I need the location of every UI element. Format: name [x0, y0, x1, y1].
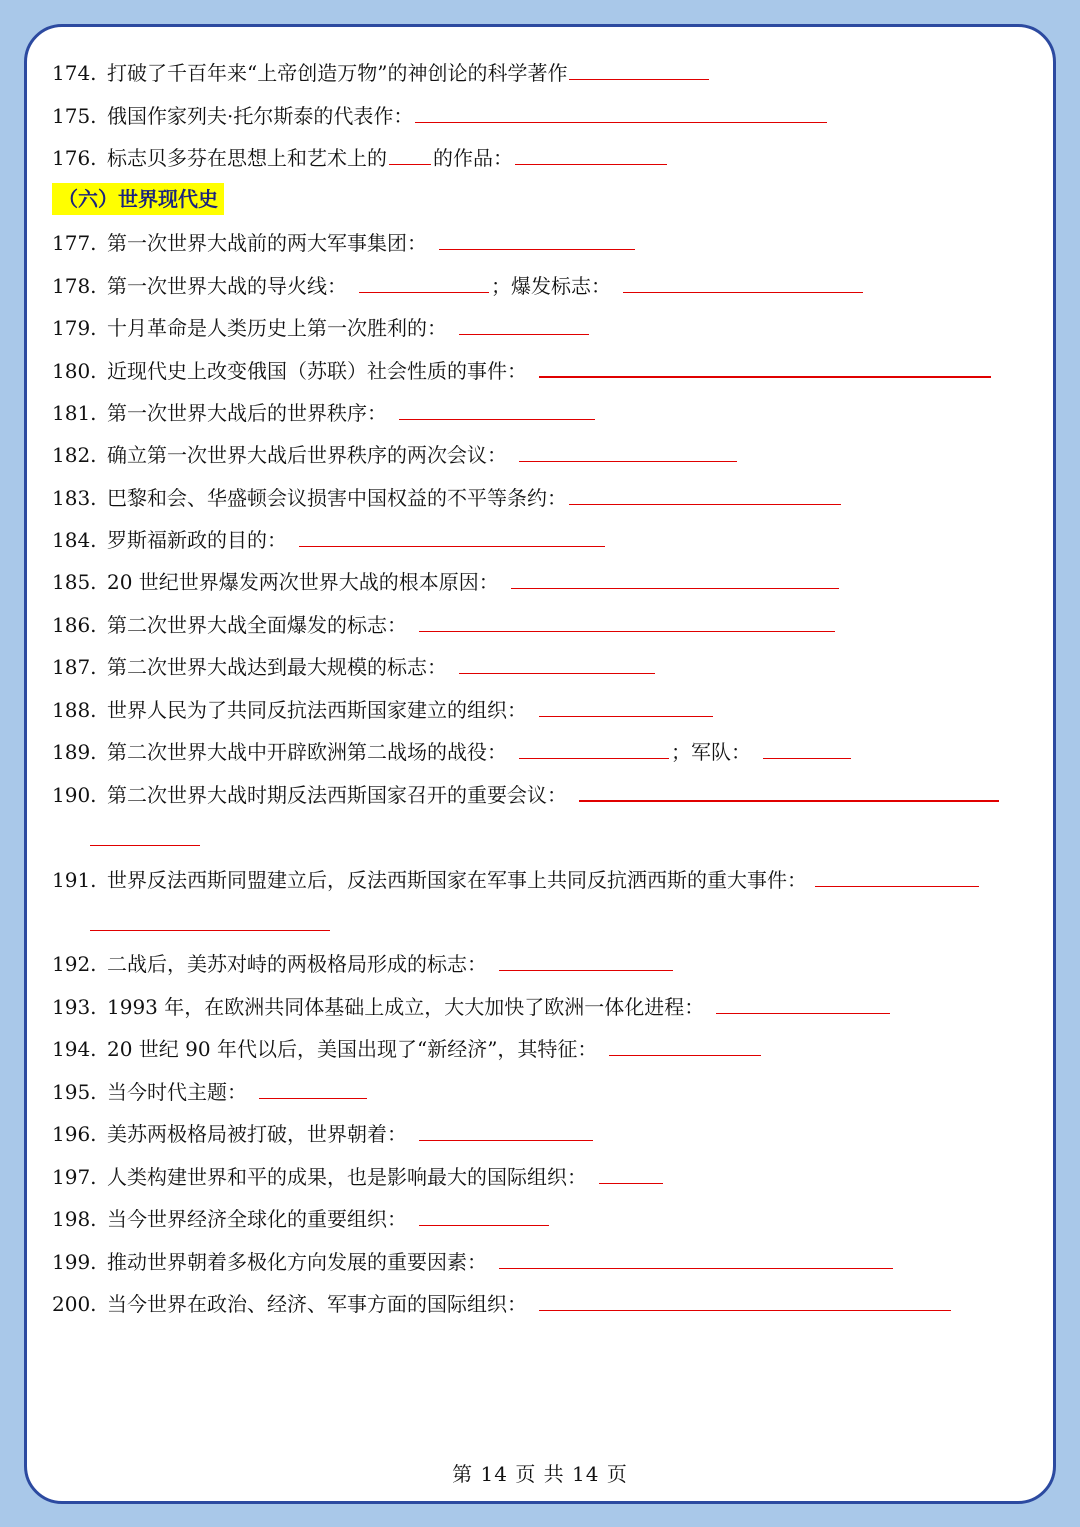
- question-190: [52, 781, 1001, 809]
- question-number: 190.: [52, 783, 97, 807]
- question-number: 192.: [52, 952, 97, 976]
- answer-blank[interactable]: [569, 79, 709, 80]
- answer-blank[interactable]: [609, 1055, 761, 1056]
- question-text: 推动世界朝着多极化方向发展的重要因素：: [107, 1250, 487, 1274]
- question-199: [52, 1248, 895, 1276]
- question-text: 确立第一次世界大战后世界秩序的两次会议：: [107, 443, 507, 467]
- question-text: 美苏两极格局被打破，世界朝着：: [107, 1122, 407, 1146]
- question-number: 174.: [52, 61, 97, 85]
- question-number: 188.: [52, 698, 97, 722]
- question-text: 第一次世界大战后的世界秩序：: [107, 401, 387, 425]
- question-191: [52, 866, 981, 894]
- question-text: 打破了千百年来“上帝创造万物”的神创论的科学著作: [107, 61, 568, 85]
- question-192: [52, 950, 675, 978]
- answer-blank[interactable]: [419, 1140, 593, 1141]
- question-176: [52, 144, 669, 172]
- question-number: 178.: [52, 274, 97, 298]
- question-text: 第二次世界大战达到最大规模的标志：: [107, 655, 447, 679]
- question-number: 191.: [52, 868, 97, 892]
- question-text: 人类构建世界和平的成果，也是影响最大的国际组织：: [107, 1165, 587, 1189]
- question-text: 第一次世界大战的导火线：: [107, 274, 347, 298]
- question-183: [52, 484, 843, 512]
- question-number: 196.: [52, 1122, 97, 1146]
- question-175: [52, 102, 829, 130]
- question-number: 199.: [52, 1250, 97, 1274]
- question-text: 世界人民为了共同反抗法西斯国家建立的组织：: [107, 698, 527, 722]
- answer-blank[interactable]: [519, 461, 737, 462]
- question-text: ；爆发标志：: [491, 274, 611, 298]
- question-text: 罗斯福新政的目的：: [107, 528, 287, 552]
- answer-blank[interactable]: [569, 504, 841, 505]
- question-text: 的作品：: [433, 146, 513, 170]
- answer-blank[interactable]: [399, 419, 595, 420]
- answer-blank[interactable]: [539, 1310, 951, 1311]
- question-number: 186.: [52, 613, 97, 637]
- question-text: 1993 年，在欧洲共同体基础上成立，大大加快了欧洲一体化进程：: [107, 995, 705, 1019]
- question-181: [52, 399, 597, 427]
- answer-blank[interactable]: [763, 758, 851, 759]
- question-number: 176.: [52, 146, 97, 170]
- answer-blank[interactable]: [419, 1225, 549, 1226]
- answer-blank[interactable]: [459, 673, 655, 674]
- question-195: [52, 1078, 369, 1106]
- answer-blank[interactable]: [415, 122, 827, 123]
- question-number: 198.: [52, 1207, 97, 1231]
- question-198: [52, 1205, 551, 1233]
- question-194: [52, 1035, 763, 1063]
- question-text: 巴黎和会、华盛顿会议损害中国权益的不平等条约：: [107, 486, 567, 510]
- question-text: 20 世纪 90 年代以后，美国出现了“新经济”，其特征：: [107, 1037, 598, 1061]
- question-200: [52, 1290, 953, 1318]
- question-197: [52, 1163, 665, 1191]
- answer-blank[interactable]: [259, 1098, 367, 1099]
- question-number: 183.: [52, 486, 97, 510]
- question-178: [52, 272, 865, 300]
- answer-blank[interactable]: [579, 800, 999, 802]
- question-187: [52, 653, 657, 681]
- question-184: [52, 526, 607, 554]
- answer-blank[interactable]: [539, 376, 991, 378]
- question-text: 当今世界在政治、经济、军事方面的国际组织：: [107, 1292, 527, 1316]
- question-188: [52, 696, 715, 724]
- question-text: 第一次世界大战前的两大军事集团：: [107, 231, 427, 255]
- answer-blank[interactable]: [623, 292, 863, 293]
- answer-blank[interactable]: [419, 631, 835, 632]
- answer-blank[interactable]: [499, 970, 673, 971]
- question-text: 当今时代主题：: [107, 1080, 247, 1104]
- question-number: 184.: [52, 528, 97, 552]
- question-text: 第二次世界大战时期反法西斯国家召开的重要会议：: [107, 783, 567, 807]
- question-180: [52, 357, 993, 385]
- answer-blank[interactable]: [511, 588, 839, 589]
- question-number: 181.: [52, 401, 97, 425]
- question-text: ；军队：: [671, 740, 751, 764]
- question-number: 197.: [52, 1165, 97, 1189]
- question-text: 标志贝多芬在思想上和艺术上的: [107, 146, 387, 170]
- answer-blank[interactable]: [439, 249, 635, 250]
- question-text: 十月革命是人类历史上第一次胜利的：: [107, 316, 447, 340]
- question-number: 179.: [52, 316, 97, 340]
- answer-blank[interactable]: [499, 1268, 893, 1269]
- answer-blank[interactable]: [815, 886, 979, 887]
- question-number: 195.: [52, 1080, 97, 1104]
- answer-blank-continued[interactable]: [90, 930, 330, 931]
- question-number: 185.: [52, 570, 97, 594]
- question-number: 200.: [52, 1292, 97, 1316]
- question-text: 20 世纪世界爆发两次世界大战的根本原因：: [107, 570, 499, 594]
- question-text: 当今世界经济全球化的重要组织：: [107, 1207, 407, 1231]
- question-186: [52, 611, 837, 639]
- question-number: 180.: [52, 359, 97, 383]
- answer-blank[interactable]: [459, 334, 589, 335]
- answer-blank[interactable]: [515, 164, 667, 165]
- answer-blank[interactable]: [389, 164, 431, 165]
- question-number: 177.: [52, 231, 97, 255]
- answer-blank[interactable]: [359, 292, 489, 293]
- question-text: 世界反法西斯同盟建立后，反法西斯国家在军事上共同反抗洒西斯的重大事件：: [107, 868, 807, 892]
- question-193: [52, 993, 892, 1021]
- page-footer: 第 14 页 共 14 页: [452, 1462, 628, 1486]
- question-189: [52, 738, 853, 766]
- question-182: [52, 441, 739, 469]
- question-text: 第二次世界大战全面爆发的标志：: [107, 613, 407, 637]
- question-number: 193.: [52, 995, 97, 1019]
- question-text: 俄国作家列夫·托尔斯泰的代表作：: [107, 104, 414, 128]
- answer-blank[interactable]: [539, 716, 713, 717]
- question-text: 二战后，美苏对峙的两极格局形成的标志：: [107, 952, 487, 976]
- answer-blank[interactable]: [519, 758, 669, 759]
- question-text: 第二次世界大战中开辟欧洲第二战场的战役：: [107, 740, 507, 764]
- question-185: [52, 568, 841, 596]
- question-174: [52, 59, 711, 87]
- section-heading: （六）世界现代史: [52, 183, 224, 215]
- question-number: 187.: [52, 655, 97, 679]
- question-number: 182.: [52, 443, 97, 467]
- question-177: [52, 229, 637, 257]
- question-number: 194.: [52, 1037, 97, 1061]
- question-number: 189.: [52, 740, 97, 764]
- question-number: 175.: [52, 104, 97, 128]
- question-text: 近现代史上改变俄国（苏联）社会性质的事件：: [107, 359, 527, 383]
- answer-blank[interactable]: [599, 1183, 663, 1184]
- question-196: [52, 1120, 595, 1148]
- answer-blank[interactable]: [716, 1013, 890, 1014]
- answer-blank-continued[interactable]: [90, 845, 200, 846]
- question-179: [52, 314, 591, 342]
- answer-blank[interactable]: [299, 546, 605, 547]
